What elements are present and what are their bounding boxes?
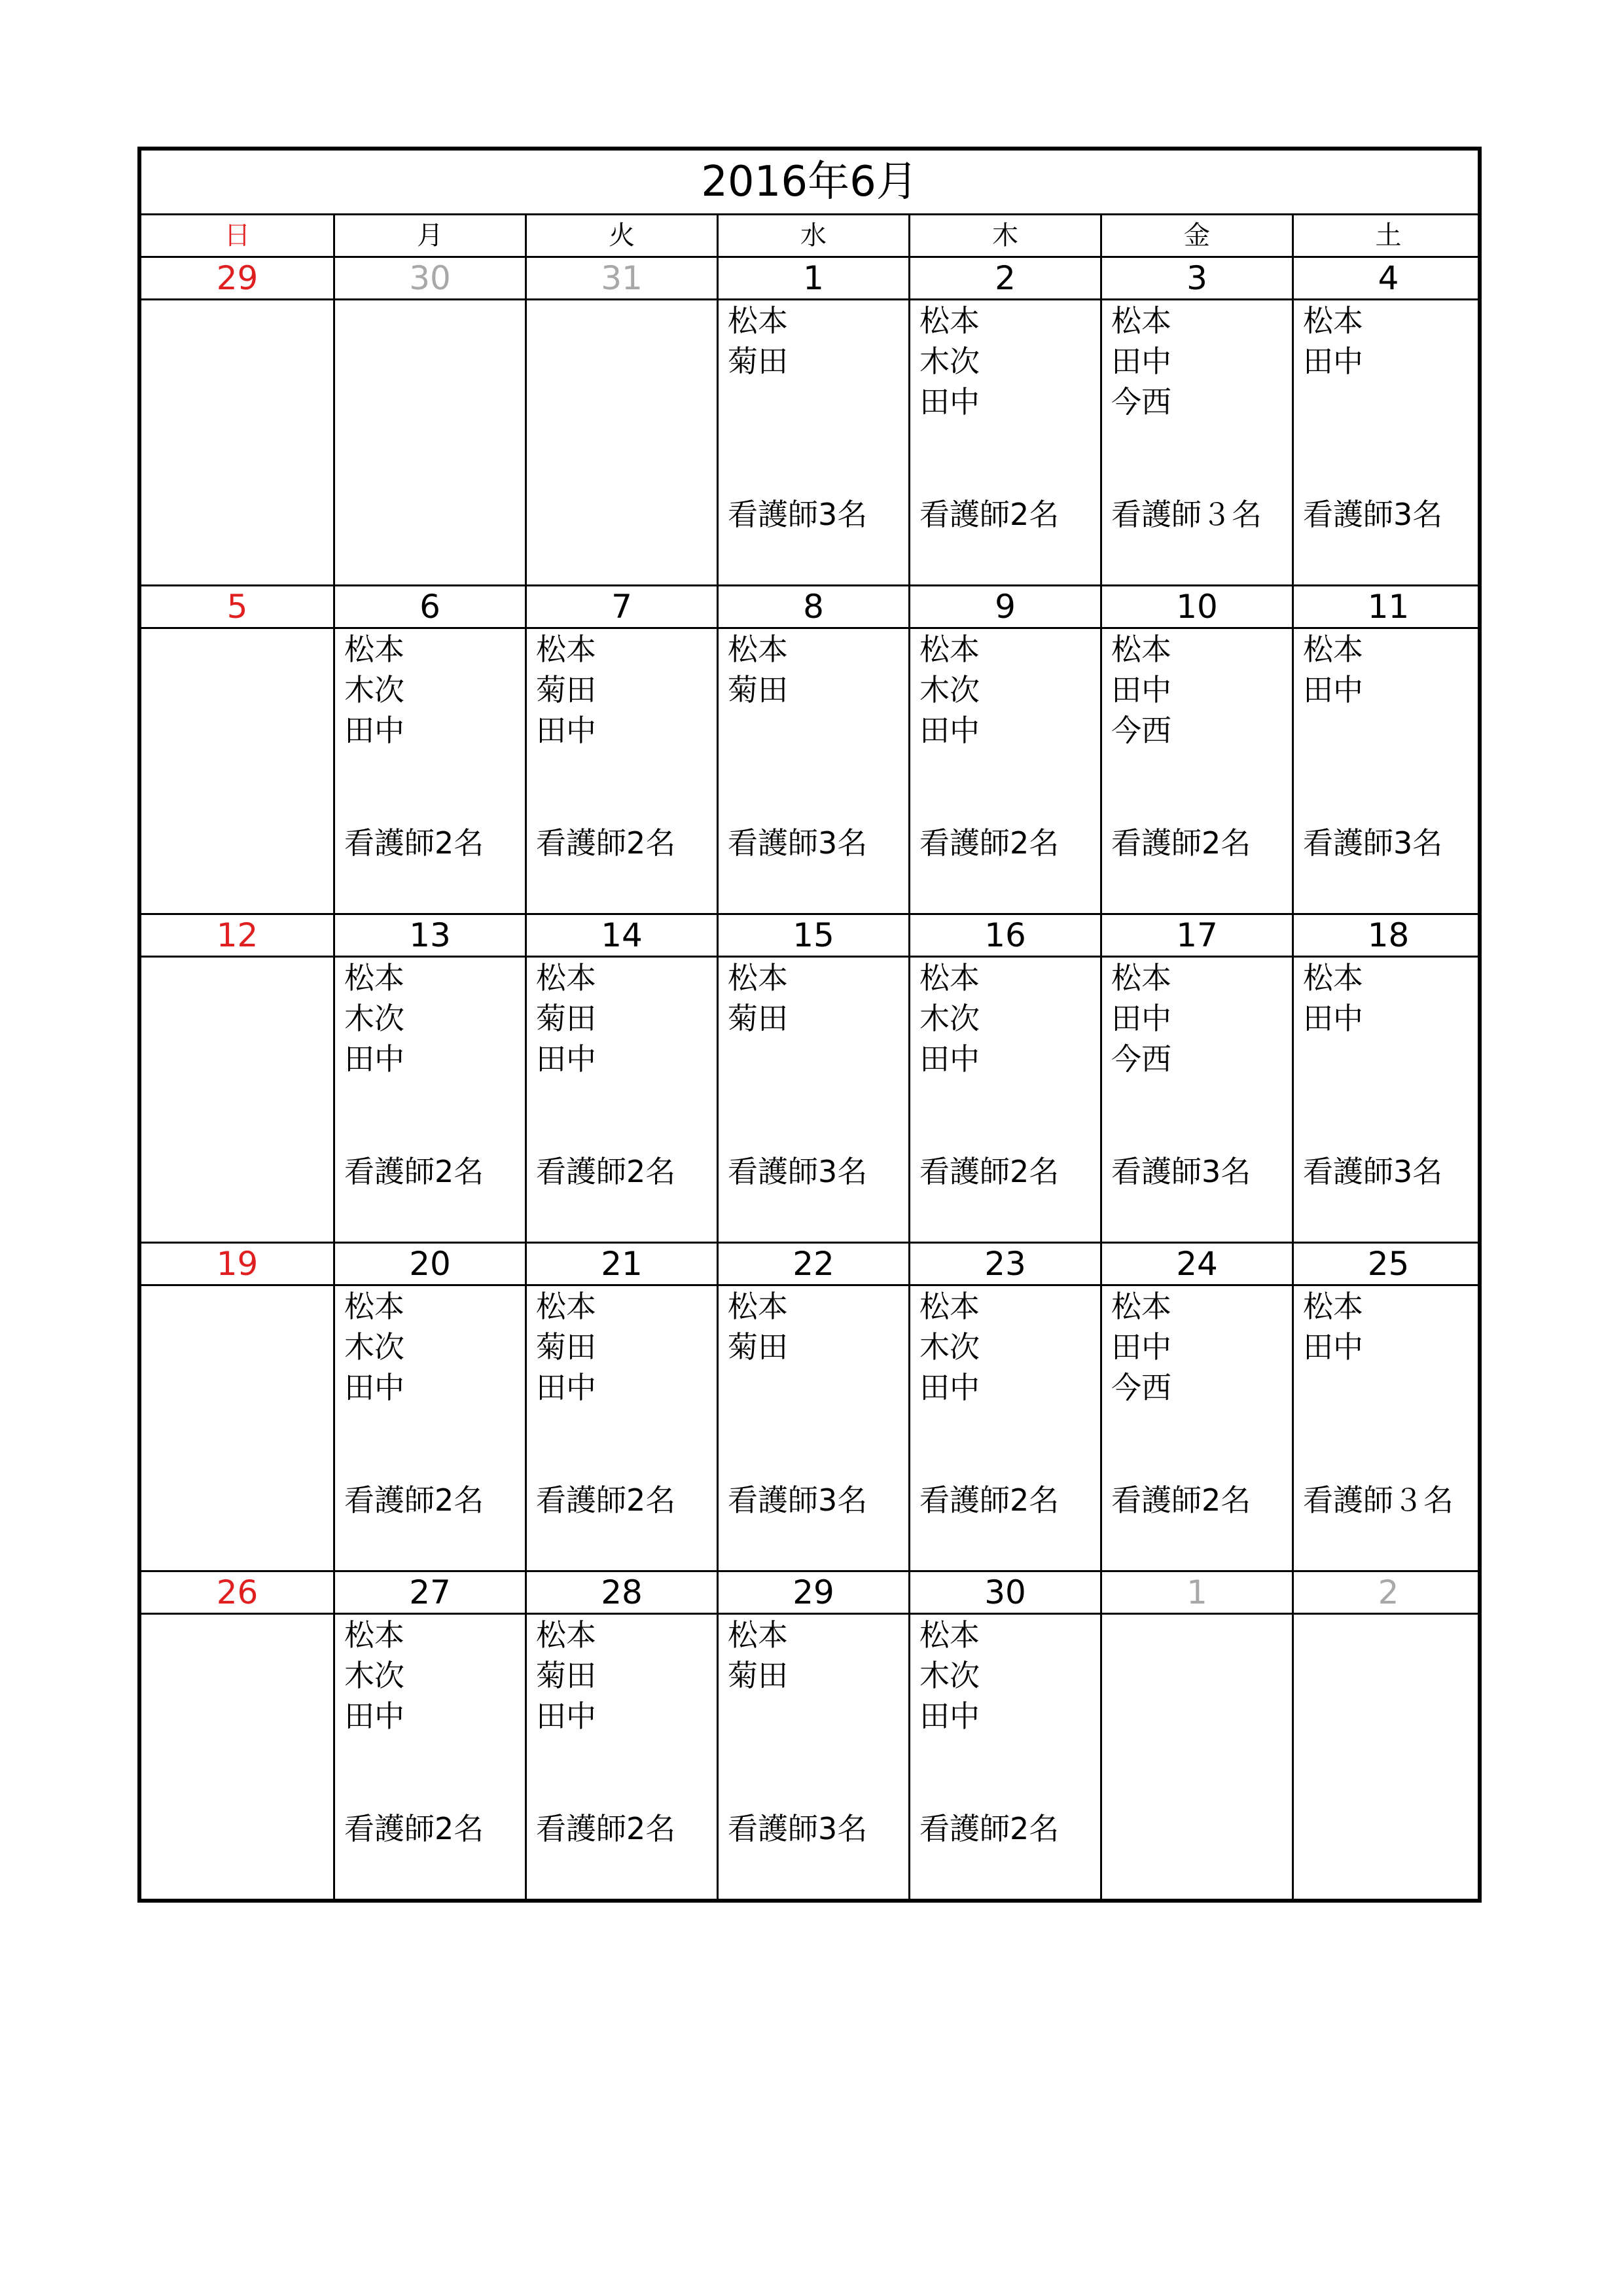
- staff-name: 菊田: [536, 1001, 596, 1036]
- staff-name: 今西: [1111, 1041, 1171, 1077]
- day-number: 22: [717, 1244, 908, 1284]
- day-cell: [1292, 1286, 1483, 1570]
- staff-name: 菊田: [728, 672, 788, 708]
- staff-list: [344, 1615, 404, 1736]
- staff-name: 木次: [919, 1001, 980, 1036]
- nurse-count: 看護師３名: [1303, 1482, 1454, 1518]
- nurse-count: 看護師3名: [728, 825, 868, 861]
- nurse-count: 看護師2名: [536, 825, 676, 861]
- staff-name: 松本: [919, 1617, 980, 1653]
- day-cell: [141, 1286, 333, 1570]
- day-number: 19: [216, 1245, 259, 1283]
- day-number: 7: [525, 586, 717, 627]
- staff-name: 松本: [344, 960, 404, 996]
- nurse-count: 看護師2名: [919, 497, 1060, 532]
- staff-name: 松本: [919, 960, 980, 996]
- staff-name: 木次: [919, 344, 980, 379]
- day-number: 3: [1100, 258, 1292, 298]
- staff-list: [1111, 958, 1171, 1079]
- staff-name: 松本: [728, 1289, 788, 1324]
- day-cell: [908, 629, 1100, 913]
- day-number: 4: [1292, 258, 1483, 298]
- staff-name: 松本: [536, 1289, 596, 1324]
- staff-list: [536, 1615, 596, 1736]
- staff-list: [344, 958, 404, 1079]
- weekday-header: [141, 215, 1478, 258]
- staff-name: 田中: [919, 384, 980, 420]
- day-number: 28: [525, 1572, 717, 1613]
- staff-list: [1303, 1286, 1363, 1367]
- nurse-count: 看護師2名: [919, 1811, 1060, 1846]
- date-row: [141, 258, 1478, 300]
- day-cell: [908, 300, 1100, 584]
- nurse-count: 看護師3名: [1303, 825, 1443, 861]
- date-row: [141, 586, 1478, 629]
- staff-name: 田中: [1111, 1001, 1171, 1036]
- staff-list: [1303, 629, 1363, 710]
- day-number: 8: [717, 586, 908, 627]
- staff-name: 木次: [344, 672, 404, 708]
- staff-name: 松本: [1111, 303, 1171, 338]
- day-number: 18: [1292, 915, 1483, 956]
- date-row: [141, 1572, 1478, 1615]
- nurse-count: 看護師2名: [919, 825, 1060, 861]
- staff-name: 田中: [536, 713, 596, 748]
- staff-name: 松本: [536, 632, 596, 667]
- weekday-friday: 金: [1100, 215, 1292, 256]
- nurse-count: 看護師2名: [344, 1482, 484, 1518]
- day-number: 27: [333, 1572, 525, 1613]
- day-cell: [525, 300, 717, 584]
- staff-list: [919, 300, 980, 422]
- day-cell: [525, 1286, 717, 1570]
- staff-name: 木次: [919, 1329, 980, 1365]
- staff-name: 田中: [344, 713, 404, 748]
- staff-name: 松本: [728, 1617, 788, 1653]
- nurse-count: 看護師2名: [1111, 1482, 1251, 1518]
- day-number: 23: [908, 1244, 1100, 1284]
- staff-name: 松本: [1303, 960, 1363, 996]
- day-cell: [1292, 629, 1483, 913]
- staff-list: [728, 1286, 788, 1367]
- staff-name: 田中: [919, 1370, 980, 1405]
- staff-name: 菊田: [728, 1001, 788, 1036]
- nurse-count: 看護師2名: [344, 825, 484, 861]
- staff-name: 菊田: [728, 1658, 788, 1693]
- day-number: 29: [216, 259, 259, 297]
- staff-list: [728, 1615, 788, 1696]
- day-number: 16: [908, 915, 1100, 956]
- staff-list: [919, 629, 980, 751]
- date-row: [141, 1244, 1478, 1286]
- weekday-thursday: 木: [908, 215, 1100, 256]
- day-body-row: [141, 300, 1478, 586]
- staff-name: 松本: [1111, 1289, 1171, 1324]
- staff-name: 松本: [1303, 303, 1363, 338]
- staff-list: [1111, 1286, 1171, 1408]
- staff-list: [1111, 300, 1171, 422]
- day-number: 1: [717, 258, 908, 298]
- nurse-count: 看護師3名: [1303, 1154, 1443, 1189]
- staff-name: 木次: [344, 1001, 404, 1036]
- nurse-count: 看護師2名: [536, 1811, 676, 1846]
- staff-name: 田中: [536, 1698, 596, 1734]
- day-number: 31: [525, 258, 717, 298]
- nurse-count: 看護師2名: [1111, 825, 1251, 861]
- day-cell: [525, 1615, 717, 1899]
- day-cell: [1100, 1615, 1292, 1899]
- staff-name: 今西: [1111, 713, 1171, 748]
- day-cell: [908, 958, 1100, 1242]
- nurse-count: 看護師2名: [536, 1482, 676, 1518]
- staff-name: 木次: [919, 672, 980, 708]
- staff-list: [728, 300, 788, 382]
- nurse-count: 看護師3名: [1111, 1154, 1251, 1189]
- day-number: 17: [1100, 915, 1292, 956]
- staff-name: 田中: [344, 1370, 404, 1405]
- staff-name: 田中: [1111, 672, 1171, 708]
- staff-list: [536, 629, 596, 751]
- day-cell: [525, 958, 717, 1242]
- day-number: 2: [908, 258, 1100, 298]
- weekday-monday: 月: [333, 215, 525, 256]
- staff-name: 菊田: [536, 1658, 596, 1693]
- staff-name: 菊田: [728, 344, 788, 379]
- day-cell: [141, 300, 333, 584]
- nurse-count: 看護師2名: [536, 1154, 676, 1189]
- staff-list: [919, 1286, 980, 1408]
- day-number: 1: [1100, 1572, 1292, 1613]
- day-number: 15: [717, 915, 908, 956]
- day-cell: [908, 1615, 1100, 1899]
- nurse-count: 看護師3名: [728, 1154, 868, 1189]
- nurse-count: 看護師2名: [919, 1154, 1060, 1189]
- day-cell: [1292, 300, 1483, 584]
- staff-name: 田中: [536, 1370, 596, 1405]
- staff-name: 松本: [536, 960, 596, 996]
- staff-name: 松本: [344, 1289, 404, 1324]
- nurse-count: 看護師3名: [728, 497, 868, 532]
- staff-list: [536, 958, 596, 1079]
- staff-name: 松本: [1111, 960, 1171, 996]
- staff-list: [536, 1286, 596, 1408]
- day-cell: [1100, 958, 1292, 1242]
- day-cell: [141, 629, 333, 913]
- day-number: 30: [333, 258, 525, 298]
- nurse-count: 看護師3名: [728, 1811, 868, 1846]
- staff-name: 今西: [1111, 384, 1171, 420]
- staff-name: 松本: [728, 960, 788, 996]
- day-number: 29: [717, 1572, 908, 1613]
- nurse-count: 看護師３名: [1111, 497, 1262, 532]
- day-cell: [333, 1286, 525, 1570]
- staff-name: 菊田: [536, 672, 596, 708]
- monthly-calendar: [137, 147, 1482, 1903]
- day-number: 30: [908, 1572, 1100, 1613]
- day-number: 6: [333, 586, 525, 627]
- staff-name: 松本: [919, 632, 980, 667]
- day-number: 5: [226, 588, 248, 626]
- staff-name: 田中: [1303, 344, 1363, 379]
- staff-list: [728, 958, 788, 1039]
- staff-list: [919, 958, 980, 1079]
- staff-name: 木次: [344, 1329, 404, 1365]
- staff-name: 木次: [344, 1658, 404, 1693]
- day-cell: [333, 300, 525, 584]
- day-cell: [717, 300, 908, 584]
- staff-list: [344, 1286, 404, 1408]
- day-cell: [141, 1615, 333, 1899]
- staff-list: [1111, 629, 1171, 751]
- staff-name: 今西: [1111, 1370, 1171, 1405]
- day-cell: [1292, 1615, 1483, 1899]
- day-number: 25: [1292, 1244, 1483, 1284]
- day-number: 9: [908, 586, 1100, 627]
- weekday-sunday: 日: [224, 221, 251, 251]
- staff-name: 田中: [919, 1041, 980, 1077]
- staff-name: 松本: [919, 1289, 980, 1324]
- staff-list: [1303, 958, 1363, 1039]
- nurse-count: 看護師2名: [344, 1154, 484, 1189]
- day-body-row: [141, 958, 1478, 1244]
- day-cell: [908, 1286, 1100, 1570]
- day-cell: [717, 629, 908, 913]
- day-cell: [1292, 958, 1483, 1242]
- staff-list: [1303, 300, 1363, 382]
- staff-name: 田中: [919, 713, 980, 748]
- day-body-row: [141, 1286, 1478, 1572]
- day-number: 24: [1100, 1244, 1292, 1284]
- day-cell: [1100, 300, 1292, 584]
- day-cell: [717, 1615, 908, 1899]
- day-number: 11: [1292, 586, 1483, 627]
- day-cell: [333, 958, 525, 1242]
- staff-list: [728, 629, 788, 710]
- day-cell: [333, 1615, 525, 1899]
- staff-name: 田中: [1111, 344, 1171, 379]
- staff-name: 田中: [344, 1041, 404, 1077]
- day-cell: [333, 629, 525, 913]
- day-body-row: [141, 1615, 1478, 1899]
- staff-name: 田中: [1303, 1329, 1363, 1365]
- day-cell: [1100, 629, 1292, 913]
- calendar-title: 2016年6月: [141, 151, 1478, 215]
- day-number: 14: [525, 915, 717, 956]
- staff-list: [344, 629, 404, 751]
- staff-name: 田中: [1303, 672, 1363, 708]
- staff-name: 田中: [919, 1698, 980, 1734]
- staff-name: 松本: [344, 1617, 404, 1653]
- weekday-tuesday: 火: [525, 215, 717, 256]
- day-number: 13: [333, 915, 525, 956]
- day-cell: [717, 958, 908, 1242]
- staff-name: 松本: [919, 303, 980, 338]
- day-number: 10: [1100, 586, 1292, 627]
- nurse-count: 看護師2名: [919, 1482, 1060, 1518]
- staff-name: 菊田: [536, 1329, 596, 1365]
- nurse-count: 看護師3名: [728, 1482, 868, 1518]
- day-body-row: [141, 629, 1478, 915]
- day-number: 2: [1292, 1572, 1483, 1613]
- staff-name: 松本: [728, 632, 788, 667]
- staff-name: 菊田: [728, 1329, 788, 1365]
- staff-name: 松本: [1111, 632, 1171, 667]
- weekday-saturday: 土: [1292, 215, 1483, 256]
- day-number: 21: [525, 1244, 717, 1284]
- staff-name: 田中: [344, 1698, 404, 1734]
- weekday-wednesday: 水: [717, 215, 908, 256]
- day-number: 20: [333, 1244, 525, 1284]
- day-cell: [1100, 1286, 1292, 1570]
- date-row: [141, 915, 1478, 958]
- staff-name: 木次: [919, 1658, 980, 1693]
- staff-name: 松本: [536, 1617, 596, 1653]
- nurse-count: 看護師2名: [344, 1811, 484, 1846]
- staff-name: 松本: [728, 303, 788, 338]
- calendar-weeks: [141, 258, 1478, 1899]
- staff-name: 松本: [1303, 1289, 1363, 1324]
- day-cell: [717, 1286, 908, 1570]
- nurse-count: 看護師3名: [1303, 497, 1443, 532]
- staff-name: 松本: [344, 632, 404, 667]
- staff-name: 田中: [1111, 1329, 1171, 1365]
- staff-list: [919, 1615, 980, 1736]
- day-cell: [141, 958, 333, 1242]
- staff-name: 松本: [1303, 632, 1363, 667]
- day-number: 12: [216, 916, 259, 954]
- staff-name: 田中: [1303, 1001, 1363, 1036]
- staff-name: 田中: [536, 1041, 596, 1077]
- day-number: 26: [216, 1573, 259, 1611]
- day-cell: [525, 629, 717, 913]
